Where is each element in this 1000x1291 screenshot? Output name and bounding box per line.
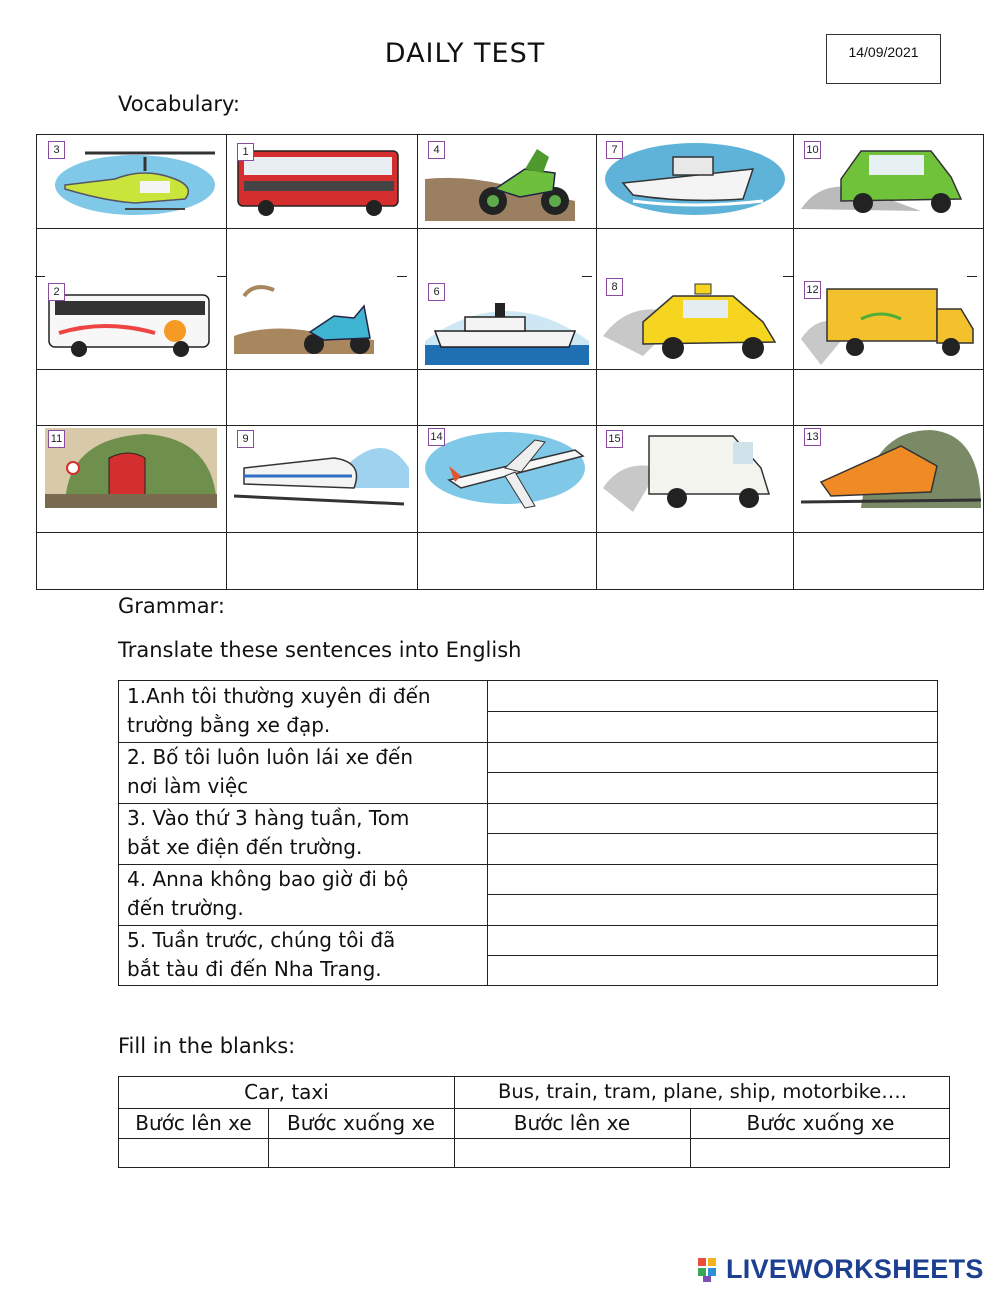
sentence-5: 5. Tuần trước, chúng tôi đã bắt tàu đi đến Nha Trang. [127, 928, 396, 981]
vocab-picture-scooter [234, 276, 409, 362]
col-get-on-car: Bước lên xe [135, 1111, 252, 1135]
translation-table [118, 680, 938, 986]
picture-number: 2 [48, 283, 65, 301]
vocab-picture-motorbike [425, 139, 589, 221]
vocab-picture-train [234, 428, 409, 510]
picture-number: 7 [606, 141, 623, 159]
col-get-off-transport: Bước xuống xe [746, 1111, 895, 1135]
coach-icon [45, 281, 217, 365]
sentence-3: 3. Vào thứ 3 hàng tuần, Tom bắt xe điện đến trường. [127, 806, 410, 859]
bus-icon [234, 141, 409, 221]
picture-number: 10 [804, 141, 821, 159]
sentence-2: 2. Bố tôi luôn luôn lái xe đến nơi làm việc [127, 745, 414, 798]
vocabulary-heading: Vocabulary: [118, 92, 240, 116]
vocab-picture-taxi [603, 276, 787, 364]
scooter-icon [234, 276, 409, 362]
sentence-4: 4. Anna không bao giờ đi bộ đến trường. [127, 867, 409, 920]
picture-number: 9 [237, 430, 254, 448]
plane-icon [425, 426, 589, 512]
logo-square-icon [698, 1268, 706, 1276]
motorbike-icon [425, 139, 589, 221]
vocab-picture-car [801, 139, 981, 219]
car-icon [801, 139, 981, 219]
van-icon [603, 428, 787, 512]
translate-instruction: Translate these sentences into English [118, 638, 522, 662]
logo-square-icon [698, 1258, 706, 1266]
vocab-picture-van [603, 428, 787, 512]
train-icon [234, 428, 409, 510]
picture-number: 8 [606, 278, 623, 296]
ship-icon [425, 281, 589, 365]
picture-number: 15 [606, 430, 623, 448]
vocab-picture-underground [45, 428, 217, 508]
picture-number: 14 [428, 428, 445, 446]
sentence-1: 1.Anh tôi thường xuyên đi đến trường bằng xe đạp. [127, 684, 431, 737]
picture-number: 13 [804, 428, 821, 446]
picture-number: 4 [428, 141, 445, 159]
vocabulary-grid [36, 134, 984, 590]
col-get-off-car: Bước xuống xe [287, 1111, 435, 1135]
brand-name: LIVEWORKSHEETS [726, 1254, 984, 1284]
fill-table [118, 1076, 950, 1168]
tram-icon [801, 426, 981, 508]
picture-number: 11 [48, 430, 65, 448]
taxi-icon [603, 276, 787, 364]
page-title: DAILY TEST [384, 38, 546, 69]
vocab-picture-bus [234, 141, 409, 221]
logo-square-icon [708, 1258, 716, 1266]
boat-icon [603, 139, 787, 219]
vocab-picture-ship [425, 281, 589, 365]
grammar-heading: Grammar: [118, 594, 225, 618]
vocab-picture-lorry [801, 279, 981, 365]
helicopter-icon [45, 139, 217, 217]
col-get-on-transport: Bước lên xe [513, 1111, 631, 1135]
picture-number: 12 [804, 281, 821, 299]
vocab-picture-helicopter [45, 139, 217, 217]
underground-icon [45, 428, 217, 508]
fill-heading: Fill in the blanks: [118, 1034, 296, 1058]
picture-number: 1 [237, 143, 254, 161]
vocab-picture-boat [603, 139, 787, 219]
logo-square-icon [703, 1276, 711, 1282]
logo-square-icon [708, 1268, 716, 1276]
group-car-taxi: Car, taxi [244, 1080, 329, 1104]
lorry-icon [801, 279, 981, 365]
vocab-picture-plane [425, 426, 589, 512]
vocab-picture-coach [45, 281, 217, 365]
date-box: 14/09/2021 [826, 34, 941, 84]
group-public-transport: Bus, train, tram, plane, ship, motorbike…. [498, 1080, 907, 1103]
vocab-picture-tram [801, 426, 981, 508]
picture-number: 3 [48, 141, 65, 159]
picture-number: 6 [428, 283, 445, 301]
